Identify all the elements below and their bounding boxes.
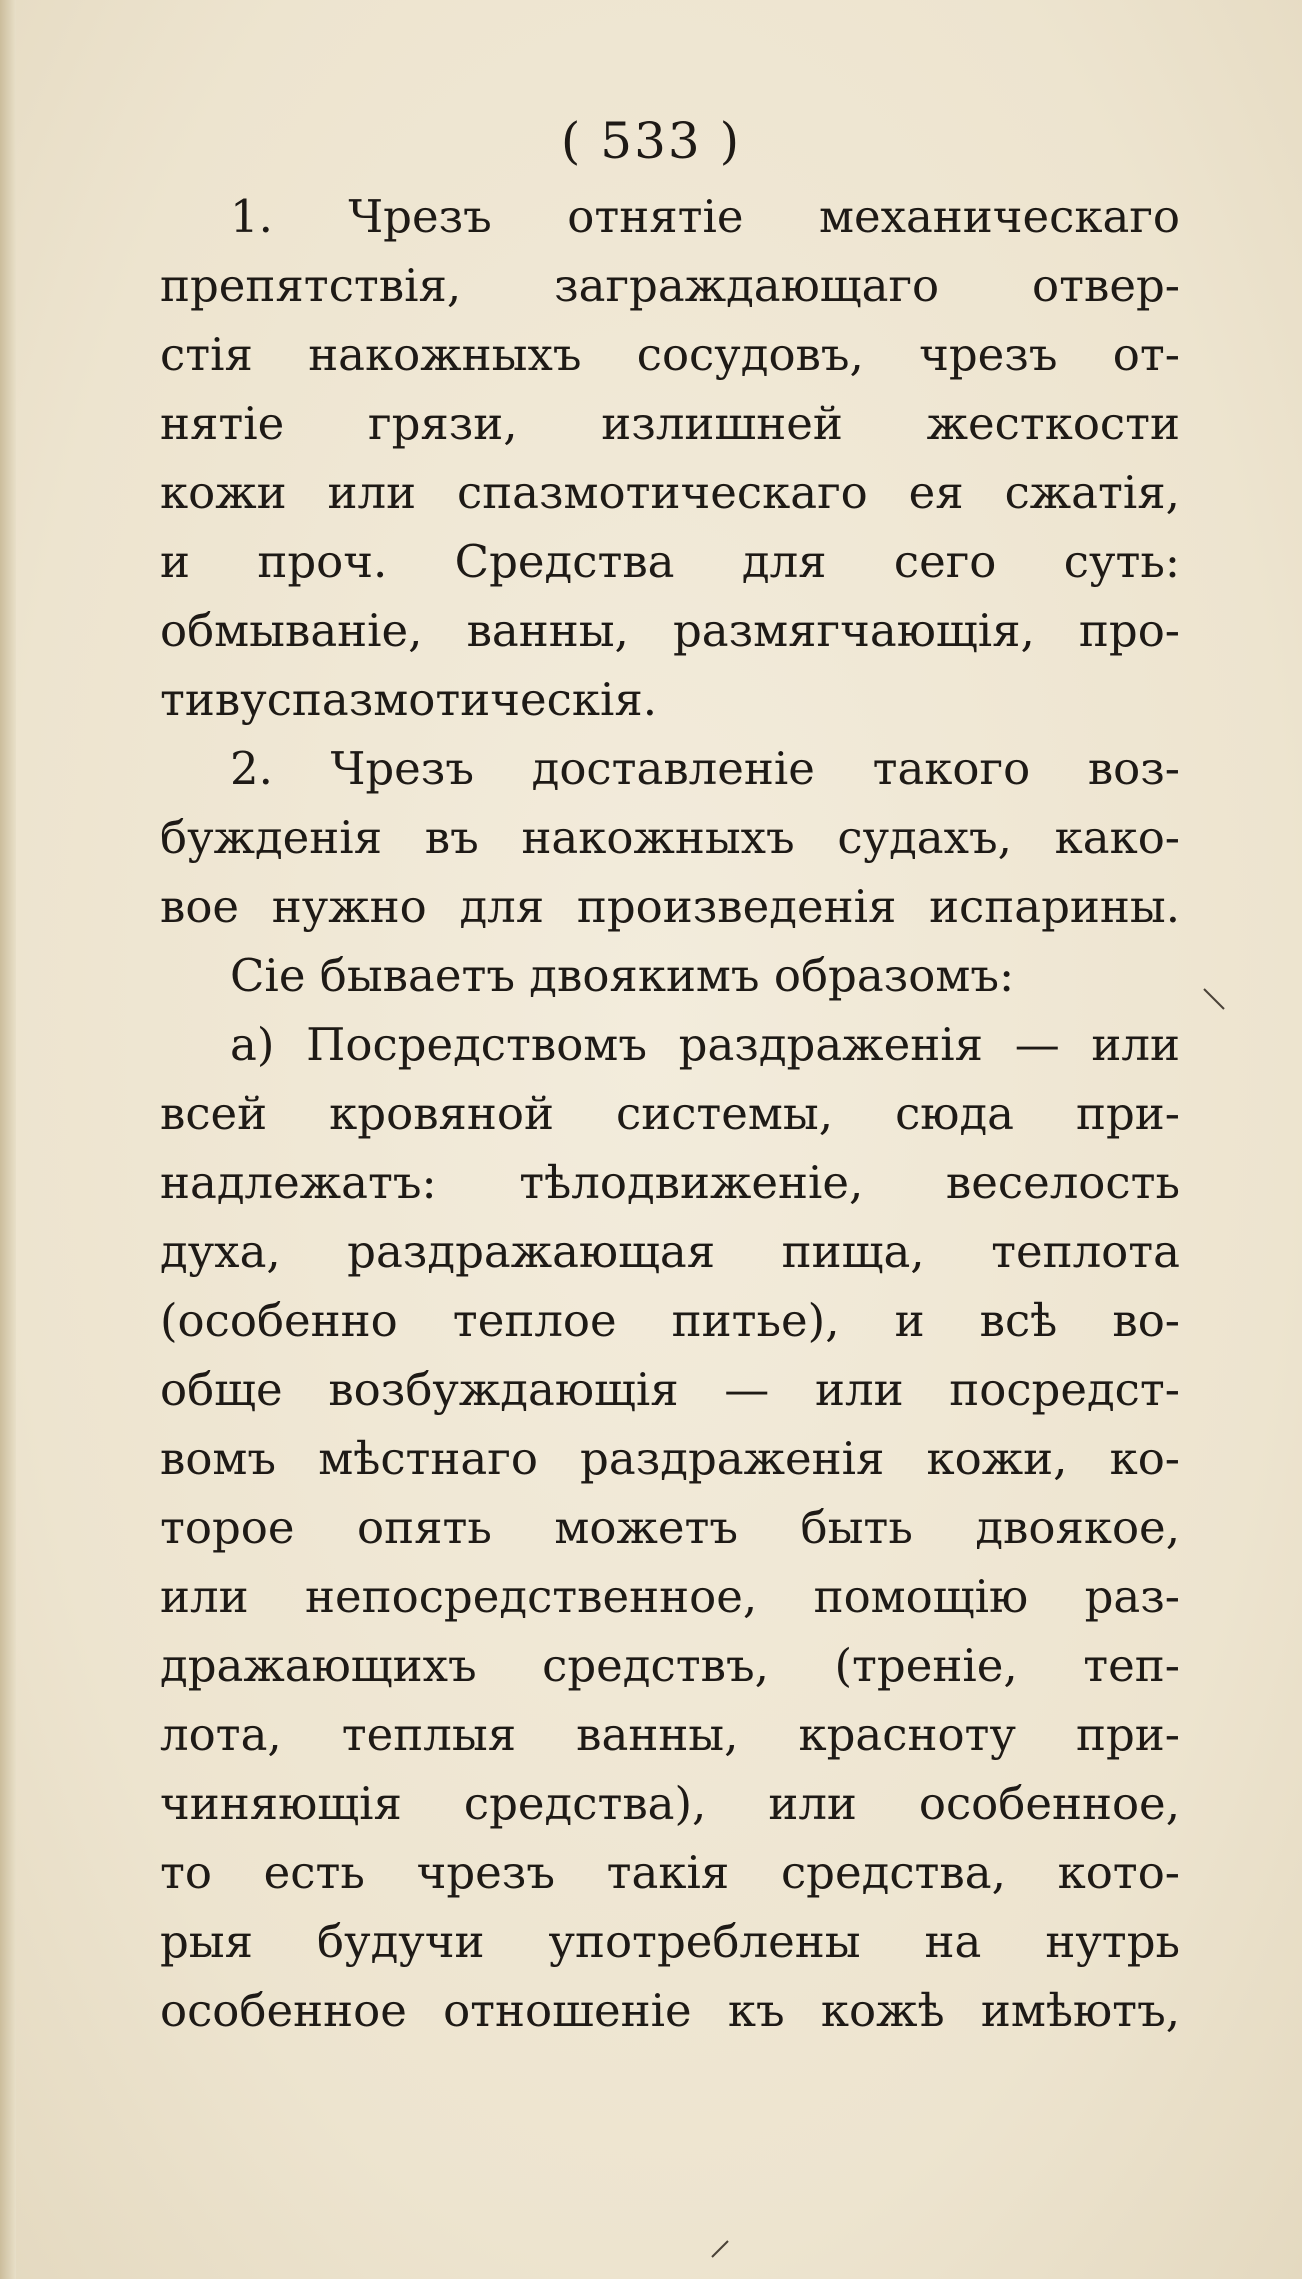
text-line: или непосредственное, помощію раз- (160, 1570, 1180, 1623)
text-line: то есть чрезъ такія средства, кото- (160, 1846, 1180, 1899)
text-line: кожи или спазмотическаго ея сжатія, (160, 466, 1180, 519)
page-number: ( 533 ) (560, 112, 742, 170)
text-line: препятствія, заграждающаго отвер- (160, 259, 1180, 312)
text-line: чиняющія средства), или особенное, (160, 1777, 1180, 1830)
text-line: Сіе бываетъ двоякимъ образомъ: (230, 949, 1015, 1002)
text-line: вое нужно для произведенія испарины. (160, 880, 1180, 933)
text-line: надлежатъ: тѣлодвиженіе, веселость (160, 1156, 1180, 1209)
stray-mark (708, 2235, 734, 2261)
text-line: стія накожныхъ сосудовъ, чрезъ от- (160, 328, 1180, 381)
text-line: обще возбуждающія — или посредст- (160, 1363, 1180, 1416)
text-line: и проч. Средства для сего суть: (160, 535, 1180, 588)
text-line: всей кровяной системы, сюда при- (160, 1087, 1180, 1140)
text-line: бужденія въ накожныхъ судахъ, како- (160, 811, 1180, 864)
stray-mark (1200, 985, 1230, 1015)
text-line: а) Посредствомъ раздраженія — или (230, 1018, 1180, 1071)
text-line: вомъ мѣстнаго раздраженія кожи, ко- (160, 1432, 1180, 1485)
text-line: 2. Чрезъ доставленіе такого воз- (230, 742, 1180, 795)
text-line: дражающихъ средствъ, (треніе, теп- (160, 1639, 1180, 1692)
text-line: особенное отношеніе къ кожѣ имѣютъ, (160, 1984, 1180, 2037)
body-text (160, 182, 1180, 2045)
text-line: лота, теплыя ванны, красноту при- (160, 1708, 1180, 1761)
text-line: торое опять можетъ быть двоякое, (160, 1501, 1180, 1554)
text-line: (особенно теплое питье), и всѣ во- (160, 1294, 1180, 1347)
text-line: обмываніе, ванны, размягчающія, про- (160, 604, 1180, 657)
text-line: 1. Чрезъ отнятіе механическаго (230, 190, 1180, 243)
text-line: нятіе грязи, излишней жесткости (160, 397, 1180, 450)
page-binding-edge (0, 0, 16, 2279)
text-line: духа, раздражающая пища, теплота (160, 1225, 1180, 1278)
text-line: рыя будучи употреблены на нутрь (160, 1915, 1180, 1968)
text-line: тивуспазмотическія. (160, 673, 658, 726)
